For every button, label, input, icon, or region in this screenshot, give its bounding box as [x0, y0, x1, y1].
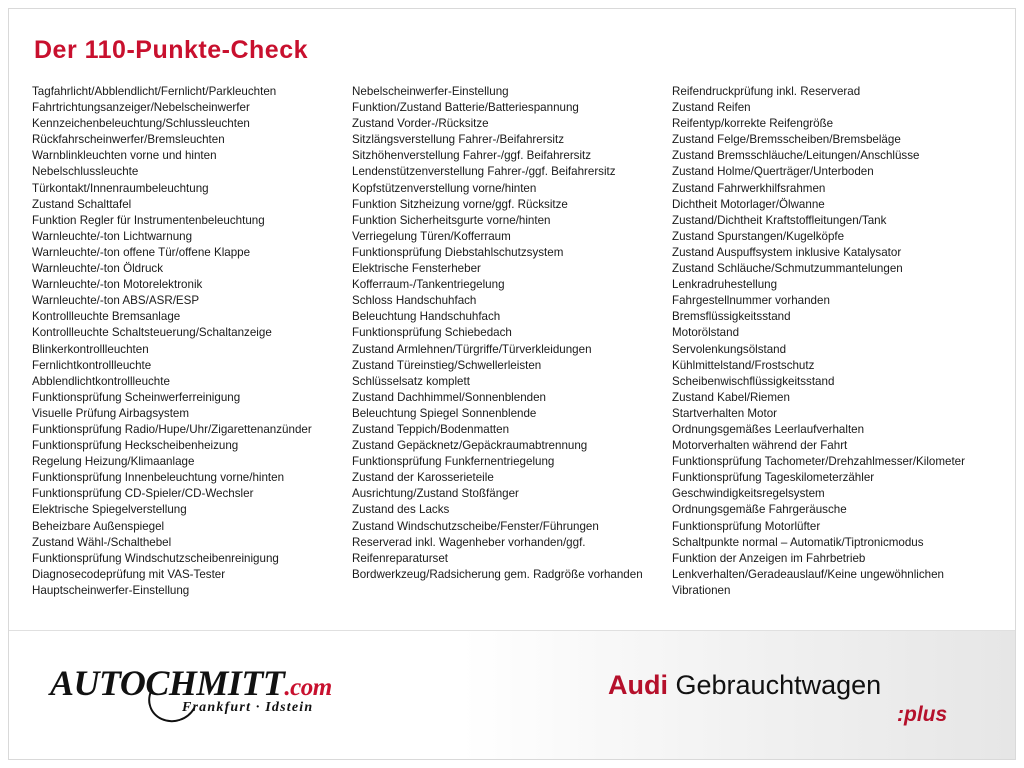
- list-item: Verriegelung Türen/Kofferraum: [352, 229, 511, 243]
- list-item: Beheizbare Außenspiegel: [32, 519, 165, 533]
- list-item: Hauptscheinwerfer-Einstellung: [32, 583, 190, 597]
- list-item: Nebelschlussleuchte: [32, 165, 139, 179]
- list-item: Funktion Regler für Instrumentenbeleuchtung: [32, 213, 265, 227]
- list-item: Beleuchtung Handschuhfach: [352, 310, 501, 324]
- footer-divider: [9, 630, 1015, 631]
- list-item: Schlüsselsatz komplett: [352, 374, 470, 388]
- list-item: Funktion Sicherheitsgurte vorne/hinten: [352, 213, 551, 227]
- list-item: Zustand Fahrwerkhilfsrahmen: [672, 181, 826, 195]
- list-item: Fahrtrichtungsanzeiger/Nebelscheinwerfer: [32, 101, 250, 115]
- list-item: Scheibenwischflüssigkeitsstand: [672, 374, 835, 388]
- list-item: Zustand/Dichtheit Kraftstoffleitungen/Tank: [672, 213, 887, 227]
- list-item: Visuelle Prüfung Airbagsystem: [32, 406, 190, 420]
- dealer-locations: Frankfurt · Idstein: [182, 700, 314, 715]
- dealer-logo-tld: .com: [284, 674, 332, 701]
- list-item: Zustand Gepäcknetz/Gepäckraumabtrennung: [352, 439, 588, 453]
- list-item: Zustand Vorder-/Rücksitze: [352, 117, 489, 131]
- checklist-list-2: [352, 84, 660, 583]
- list-item: Lenkradruhestellung: [672, 278, 778, 292]
- checklist-column-1: [32, 84, 352, 599]
- list-item: Zustand Dachhimmel/Sonnenblenden: [352, 390, 546, 404]
- list-item: Kofferraum-/Tankentriegelung: [352, 278, 505, 292]
- list-item: Zustand Armlehnen/Türgriffe/Türverkleidungen: [352, 342, 592, 356]
- list-item: Ordnungsgemäße Fahrgeräusche: [672, 503, 847, 517]
- list-item: Zustand des Lacks: [352, 503, 450, 517]
- list-item: Funktionsprüfung Motorlüfter: [672, 519, 821, 533]
- list-item: Funktionsprüfung Tageskilometerzähler: [672, 471, 875, 485]
- list-item: Warnleuchte/-ton Öldruck: [32, 262, 164, 276]
- list-item: Warnleuchte/-ton offene Tür/offene Klappe: [32, 245, 251, 259]
- list-item: Reifendruckprüfung inkl. Reserverad: [672, 85, 861, 98]
- list-item: Warnleuchte/-ton Motorelektronik: [32, 278, 203, 292]
- list-item: Funktionsprüfung Funkfernentriegelung: [352, 455, 555, 469]
- list-item: Kühlmittelstand/Frostschutz: [672, 358, 815, 372]
- brand-lockup: [608, 670, 881, 701]
- list-item: Funktionsprüfung Heckscheibenheizung: [32, 439, 239, 453]
- checklist-columns: [32, 84, 992, 599]
- list-item: Funktion Sitzheizung vorne/ggf. Rücksitze: [352, 197, 568, 211]
- list-item: Funktionsprüfung Diebstahlschutzsystem: [352, 245, 564, 259]
- list-item: Kennzeichenbeleuchtung/Schlussleuchten: [32, 117, 250, 131]
- list-item: Bordwerkzeug/Radsicherung gem. Radgröße vorhanden: [352, 567, 643, 581]
- list-item: Zustand Schläuche/Schmutzummantelungen: [672, 262, 903, 276]
- list-item: Motorölstand: [672, 326, 740, 340]
- list-item: Startverhalten Motor: [672, 406, 778, 420]
- list-item: Warnblinkleuchten vorne und hinten: [32, 149, 217, 163]
- brand-plus-badge: :plus: [897, 703, 948, 726]
- checklist-column-2: [352, 84, 672, 599]
- brand-name: Audi: [608, 670, 668, 700]
- list-item: Warnleuchte/-ton ABS/ASR/ESP: [32, 294, 200, 308]
- list-item: Zustand Windschutzscheibe/Fenster/Führungen: [352, 519, 599, 533]
- list-item: Sitzhöhenverstellung Fahrer-/ggf. Beifahrersitz: [352, 149, 592, 163]
- list-item: Reifentyp/korrekte Reifengröße: [672, 117, 834, 131]
- list-item: Fahrgestellnummer vorhanden: [672, 294, 830, 308]
- list-item: Funktionsprüfung Radio/Hupe/Uhr/Zigarettenanzünder: [32, 422, 312, 436]
- list-item: Bremsflüssigkeitsstand: [672, 310, 791, 324]
- list-item: Zustand Teppich/Bodenmatten: [352, 422, 510, 436]
- checklist-list-3: [672, 84, 980, 599]
- page-title: Der 110-Punkte-Check: [34, 36, 309, 64]
- list-item: Schaltpunkte normal – Automatik/Tiptronicmodus: [672, 535, 924, 549]
- list-item: Zustand Türeinstieg/Schwellerleisten: [352, 358, 542, 372]
- list-item: Elektrische Spiegelverstellung: [32, 503, 187, 517]
- list-item: Türkontakt/Innenraumbeleuchtung: [32, 181, 209, 195]
- list-item: Abblendlichtkontrollleuchte: [32, 374, 170, 388]
- list-item: Beleuchtung Spiegel Sonnenblende: [352, 406, 537, 420]
- list-item: Kopfstützenverstellung vorne/hinten: [352, 181, 537, 195]
- checklist-column-3: [672, 84, 992, 599]
- list-item: Nebelscheinwerfer-Einstellung: [352, 85, 509, 98]
- list-item: Geschwindigkeitsregelsystem: [672, 487, 825, 501]
- dealer-logo-part2: CHMITT: [145, 663, 285, 703]
- list-item: Schloss Handschuhfach: [352, 294, 477, 308]
- list-item: Tagfahrlicht/Abblendlicht/Fernlicht/Parkleuchten: [32, 85, 277, 98]
- list-item: Kontrollleuchte Bremsanlage: [32, 310, 181, 324]
- list-item: Ordnungsgemäßes Leerlaufverhalten: [672, 422, 865, 436]
- list-item: Regelung Heizung/Klimaanlage: [32, 455, 195, 469]
- list-item: Servolenkungsölstand: [672, 342, 787, 356]
- list-item: Elektrische Fensterheber: [352, 262, 481, 276]
- list-item: Funktionsprüfung Tachometer/Drehzahlmesser/Kilometer: [672, 455, 965, 469]
- list-item: Lendenstützenverstellung Fahrer-/ggf. Beifahrersitz: [352, 165, 616, 179]
- list-item: Funktion der Anzeigen im Fahrbetrieb: [672, 551, 866, 565]
- list-item: Reserverad inkl. Wagenheber vorhanden/ggf. Reifenreparaturset: [352, 535, 586, 565]
- brand-program: Gebrauchtwagen: [675, 670, 882, 700]
- list-item: Zustand Bremsschläuche/Leitungen/Anschlüsse: [672, 149, 920, 163]
- list-item: Zustand Felge/Bremsscheiben/Bremsbeläge: [672, 133, 901, 147]
- list-item: Zustand Reifen: [672, 101, 751, 115]
- list-item: Zustand Holme/Querträger/Unterboden: [672, 165, 874, 179]
- list-item: Funktionsprüfung Innenbeleuchtung vorne/hinten: [32, 471, 285, 485]
- list-item: Zustand der Karosserieteile: [352, 471, 494, 485]
- list-item: Rückfahrscheinwerfer/Bremsleuchten: [32, 133, 225, 147]
- list-item: Motorverhalten während der Fahrt: [672, 439, 848, 453]
- list-item: Funktionsprüfung Windschutzscheibenreinigung: [32, 551, 279, 565]
- list-item: Zustand Schalttafel: [32, 197, 132, 211]
- list-item: Funktionsprüfung Scheinwerferreinigung: [32, 390, 241, 404]
- dealer-logo-part1: AUTO: [50, 663, 146, 703]
- list-item: Zustand Kabel/Riemen: [672, 390, 790, 404]
- list-item: Zustand Auspuffsystem inklusive Katalysator: [672, 245, 902, 259]
- list-item: Funktionsprüfung Schiebedach: [352, 326, 512, 340]
- list-item: Ausrichtung/Zustand Stoßfänger: [352, 487, 519, 501]
- list-item: Diagnosecodeprüfung mit VAS-Tester: [32, 567, 226, 581]
- list-item: Funktion/Zustand Batterie/Batteriespannung: [352, 101, 579, 115]
- list-item: Zustand Spurstangen/Kugelköpfe: [672, 229, 845, 243]
- list-item: Funktionsprüfung CD-Spieler/CD-Wechsler: [32, 487, 254, 501]
- list-item: Fernlichtkontrollleuchte: [32, 358, 152, 372]
- list-item: Zustand Wähl-/Schalthebel: [32, 535, 172, 549]
- list-item: Blinkerkontrollleuchten: [32, 342, 149, 356]
- list-item: Kontrollleuchte Schaltsteuerung/Schaltanzeige: [32, 326, 272, 340]
- list-item: Lenkverhalten/Geradeauslauf/Keine ungewöhnlichen Vibrationen: [672, 567, 945, 597]
- list-item: Warnleuchte/-ton Lichtwarnung: [32, 229, 193, 243]
- list-item: Sitzlängsverstellung Fahrer-/Beifahrersitz: [352, 133, 564, 147]
- list-item: Dichtheit Motorlager/Ölwanne: [672, 197, 825, 211]
- checklist-list-1: [32, 84, 340, 599]
